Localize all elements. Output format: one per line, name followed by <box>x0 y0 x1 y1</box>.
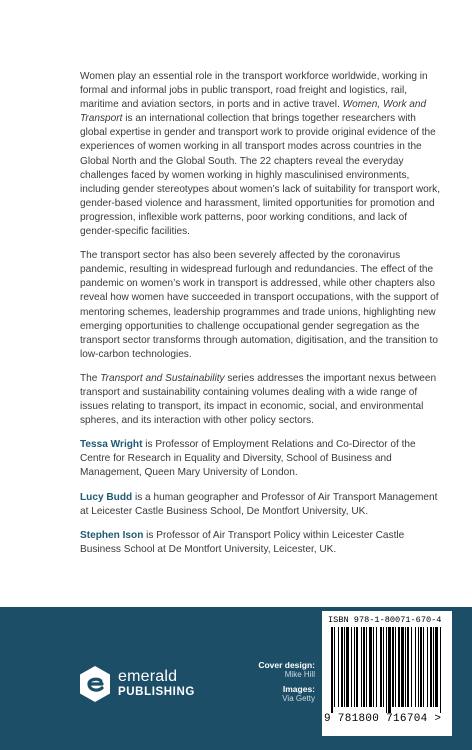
publisher-name-line1: emerald <box>118 668 178 686</box>
series-title-italic: Transport and Sustainability <box>100 372 225 384</box>
description-text: is an international collection that brings together researchers with global expertise in gender and transport work to provide original evidence of the experiences of women working in all transport modes across countries in the Global North and the Global South. The 22 chapters reveal the everyday challenges faced by women working in highly masculinised environments, including gender stereotypes about women’s lack of suitability for transport work, gender-based violence and harassment, limited opportunities for promotion and progression, inflexible work patterns, poor working conditions, and lack of gender-specific facilities. <box>80 113 441 238</box>
isbn-barcode-box <box>322 611 452 736</box>
description-text: series addresses the important nexus between transport and sustainability containing volumes dealing with a wide range of issues relating to transport, its impact in economic, social, and environmental spheres, and its interaction with other policy sectors. <box>80 372 437 427</box>
publisher-name <box>118 669 195 699</box>
images-value: Via Getty <box>282 694 315 703</box>
description-text: Women play an essential role in the transport workforce worldwide, working in formal and informal jobs in public transport, road freight and logistics, rail, maritime and aviation sectors, in ports and in active travel. <box>80 71 428 111</box>
author-bio-2 <box>80 491 440 519</box>
cover-design-value: Mike Hill <box>284 670 315 679</box>
author-bio-text: is a human geographer and Professor of Air Transport Management at Leicester Castle Business School, De Montfort University, UK. <box>80 491 438 517</box>
book-title-italic: Women, Work and Transport <box>80 99 427 125</box>
description-paragraph-2 <box>80 249 440 362</box>
description-text: The <box>80 372 101 384</box>
emerald-logo-icon <box>78 665 112 703</box>
barcode-icon <box>330 627 444 713</box>
isbn-label: ISBN 978-1-80071-670-4 <box>328 615 442 625</box>
publisher-logo <box>78 665 195 703</box>
cover-design-label: Cover design: <box>258 660 315 670</box>
author-name: Stephen Ison <box>80 529 144 541</box>
description-paragraph-1 <box>80 70 440 239</box>
author-bio-text: is Professor of Air Transport Policy within Leicester Castle Business School at De Montfort University, Leicester, UK. <box>80 529 405 555</box>
back-cover-text <box>80 70 440 567</box>
author-bio-1 <box>80 438 440 480</box>
barcode-digits: 9 781800 716704 > <box>324 713 442 725</box>
credits <box>240 660 315 708</box>
description-text: The transport sector has also been severely affected by the coronavirus pandemic, resulting in widespread furlough and redundancies. The effect of the pandemic on women’s work in transport is addressed, while other chapters also reveal how women have succeeded in transport occupations, with the support of mentoring schemes, leadership programmes and trade unions, highlighting new emerging opportunities to challenge occupational gender segregation as the transport sector transforms through automation, digitisation, and the transition to low-carbon technologies. <box>80 250 439 360</box>
author-bio-text: is Professor of Employment Relations and Co-Director of the Centre for Research in Equality and Diversity, School of Business and Management, Queen Mary University of London. <box>80 439 416 479</box>
author-name: Tessa Wright <box>80 439 143 451</box>
author-bio-3 <box>80 529 440 557</box>
author-name: Lucy Budd <box>80 491 133 503</box>
images-label: Images: <box>282 684 315 694</box>
series-paragraph <box>80 372 440 428</box>
publisher-name-line2: PUBLISHING <box>118 686 195 699</box>
